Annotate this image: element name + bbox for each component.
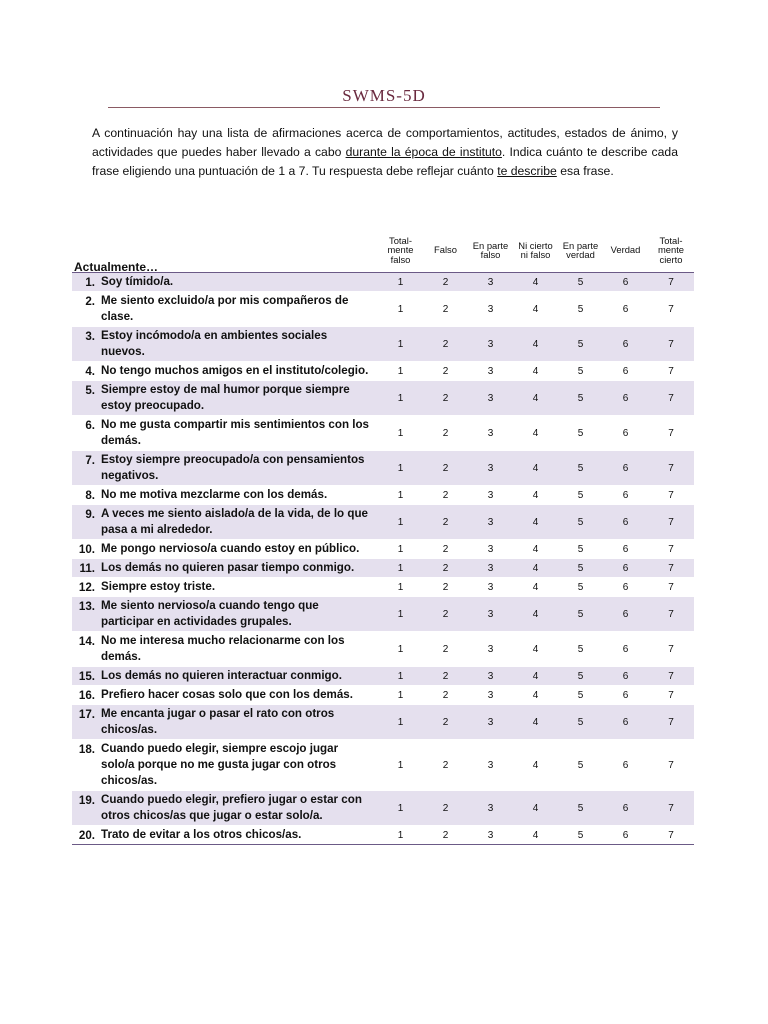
table-row [72,362,694,381]
item-statement: Los demás no quieren pasar tiempo conmigo. [101,561,355,574]
item-number: 20. [78,829,95,842]
rating-option-2[interactable]: 2 [442,608,449,620]
rating-option-5[interactable]: 5 [577,543,584,555]
rating-option-3[interactable]: 3 [487,759,494,771]
column-header-scale-7: Total- mente cierto [657,234,685,265]
rating-option-6[interactable]: 6 [622,303,629,315]
rating-option-3[interactable]: 3 [487,716,494,728]
rating-option-3[interactable]: 3 [487,516,494,528]
rating-option-5[interactable]: 5 [577,365,584,377]
rating-option-7[interactable]: 7 [668,516,674,528]
rating-option-3[interactable]: 3 [487,338,494,350]
rating-option-2[interactable]: 2 [442,716,449,728]
table-row [72,632,694,667]
rating-option-4[interactable]: 4 [532,427,539,439]
rating-option-3[interactable]: 3 [487,829,494,841]
rating-option-7[interactable]: 7 [668,392,674,404]
rating-option-3[interactable]: 3 [487,670,494,682]
instructions-emphasis-1: durante la época de instituto [345,145,502,159]
rating-option-2[interactable]: 2 [442,516,449,528]
rating-option-1[interactable]: 1 [397,802,404,814]
item-statement: No me gusta compartir mis sentimientos con los demás. [101,418,370,447]
rating-option-4[interactable]: 4 [532,276,539,288]
rating-option-4[interactable]: 4 [532,716,539,728]
title-divider [108,107,660,108]
table-row [72,559,694,578]
rating-option-7[interactable]: 7 [668,670,674,682]
column-header-scale-2: Falso [434,244,457,256]
rating-option-6[interactable]: 6 [622,716,629,728]
rating-option-6[interactable]: 6 [622,516,629,528]
table-row [72,667,694,686]
item-number: 17. [78,708,95,721]
rating-option-2[interactable]: 2 [442,276,449,288]
table-row [72,451,694,486]
rating-option-6[interactable]: 6 [622,802,629,814]
rating-option-3[interactable]: 3 [487,543,494,555]
table-row [72,826,694,845]
instructions-paragraph [92,124,678,181]
rating-option-6[interactable]: 6 [622,489,629,501]
table-row [72,578,694,597]
rating-option-6[interactable]: 6 [622,427,629,439]
rating-option-5[interactable]: 5 [577,670,584,682]
item-number: 6. [85,419,95,432]
rating-option-7[interactable]: 7 [668,562,674,574]
rating-option-3[interactable]: 3 [487,608,494,620]
rating-option-1[interactable]: 1 [397,489,404,501]
rating-option-4[interactable]: 4 [532,338,539,350]
item-number: 18. [78,743,95,756]
rating-option-5[interactable]: 5 [577,338,584,350]
rating-option-2[interactable]: 2 [442,562,449,574]
item-statement: Me siento excluido/a por mis compañeros de clase. [101,294,349,323]
rating-option-6[interactable]: 6 [622,759,629,771]
rating-option-7[interactable]: 7 [668,276,674,288]
instructions-emphasis-2: te describe [497,164,557,178]
rating-option-6[interactable]: 6 [622,608,629,620]
rating-option-5[interactable]: 5 [577,643,584,655]
rating-option-3[interactable]: 3 [487,581,494,593]
rating-option-1[interactable]: 1 [397,303,404,315]
rating-option-6[interactable]: 6 [622,392,629,404]
rating-option-3[interactable]: 3 [487,303,494,315]
item-number: 10. [78,543,95,556]
questionnaire-table [72,228,694,845]
rating-option-1[interactable]: 1 [397,462,404,474]
rating-option-7[interactable]: 7 [668,489,674,501]
rating-option-7[interactable]: 7 [668,338,674,350]
rating-option-1[interactable]: 1 [397,338,404,350]
item-statement: Me pongo nervioso/a cuando estoy en público. [101,542,360,555]
table-row [72,327,694,362]
rating-option-6[interactable]: 6 [622,643,629,655]
rating-option-7[interactable]: 7 [668,462,674,474]
rating-option-2[interactable]: 2 [442,670,449,682]
item-statement: Siempre estoy triste. [101,580,216,593]
rating-option-6[interactable]: 6 [622,543,629,555]
rating-option-6[interactable]: 6 [622,581,629,593]
rating-option-5[interactable]: 5 [577,581,584,593]
rating-option-4[interactable]: 4 [532,365,539,377]
rating-option-4[interactable]: 4 [532,829,539,841]
item-statement: No me motiva mezclarme con los demás. [101,488,328,501]
rating-option-1[interactable]: 1 [397,643,404,655]
rating-option-1[interactable]: 1 [397,581,404,593]
rating-option-5[interactable]: 5 [577,462,584,474]
rating-option-3[interactable]: 3 [487,427,494,439]
rating-option-1[interactable]: 1 [397,392,404,404]
rating-option-5[interactable]: 5 [577,489,584,501]
rating-option-2[interactable]: 2 [442,338,449,350]
item-statement: Estoy siempre preocupado/a con pensamientos negativos. [101,453,365,482]
item-statement: Cuando puedo elegir, prefiero jugar o estar con otros chicos/as que jugar o estar solo/a. [101,793,362,822]
rating-option-1[interactable]: 1 [397,689,404,701]
item-number: 12. [78,581,95,594]
item-number: 4. [85,365,95,378]
table-row [72,740,694,791]
rating-option-4[interactable]: 4 [532,462,539,474]
item-statement: Trato de evitar a los otros chicos/as. [101,828,302,841]
rating-option-3[interactable]: 3 [487,462,494,474]
rating-option-4[interactable]: 4 [532,759,539,771]
rating-option-1[interactable]: 1 [397,670,404,682]
instructions-text-3: esa frase. [556,164,614,178]
rating-option-4[interactable]: 4 [532,303,539,315]
item-number: 16. [78,689,95,702]
item-statement: Cuando puedo elegir, siempre escojo jugar solo/a porque no me gusta jugar con otros chicos/as. [101,742,339,787]
rating-option-2[interactable]: 2 [442,392,449,404]
rating-option-1[interactable]: 1 [397,608,404,620]
rating-option-4[interactable]: 4 [532,489,539,501]
rating-option-2[interactable]: 2 [442,489,449,501]
rating-option-3[interactable]: 3 [487,276,494,288]
table-row [72,273,694,292]
rating-option-6[interactable]: 6 [622,462,629,474]
rating-option-2[interactable]: 2 [442,581,449,593]
rating-option-6[interactable]: 6 [622,276,629,288]
rating-option-7[interactable]: 7 [668,689,674,701]
column-header-scale-6: Verdad [610,244,641,256]
table-header-row [72,228,694,273]
rating-option-2[interactable]: 2 [442,427,449,439]
column-header-scale-3: En parte falso [472,239,509,260]
table-row [72,686,694,705]
rating-option-4[interactable]: 4 [532,516,539,528]
item-number: 5. [85,384,95,397]
item-number: 14. [78,635,95,648]
rating-option-7[interactable]: 7 [668,581,674,593]
item-statement: Soy tímido/a. [101,275,174,288]
rating-option-5[interactable]: 5 [577,759,584,771]
rating-option-5[interactable]: 5 [577,276,584,288]
rating-option-3[interactable]: 3 [487,802,494,814]
rating-option-1[interactable]: 1 [397,716,404,728]
instructions-text-2: . Indica cuánto te describe cada frase eligiendo una puntuación de 1 a 7. Tu respuesta debe reflejar cuánto [92,145,678,178]
rating-option-1[interactable]: 1 [397,516,404,528]
table-row [72,292,694,327]
column-header-scale-4: Ni cierto ni falso [518,239,553,260]
table-row [72,416,694,451]
item-number: 9. [85,508,95,521]
rating-option-4[interactable]: 4 [532,802,539,814]
item-statement: Me encanta jugar o pasar el rato con otros chicos/as. [101,707,335,736]
rating-option-1[interactable]: 1 [397,543,404,555]
rating-option-1[interactable]: 1 [397,759,404,771]
rating-option-1[interactable]: 1 [397,427,404,439]
rating-option-4[interactable]: 4 [532,608,539,620]
column-header-scale-5: En parte verdad [562,239,599,260]
item-number: 13. [78,600,95,613]
rating-option-7[interactable]: 7 [668,608,674,620]
rating-option-2[interactable]: 2 [442,543,449,555]
item-statement: No tengo muchos amigos en el instituto/colegio. [101,364,369,377]
rating-option-7[interactable]: 7 [668,303,674,315]
instructions-text-1: A continuación hay una lista de afirmaciones acerca de comportamientos, actitudes, estados de ánimo, y actividades que puedes haber llevado a cabo [92,126,678,159]
rating-option-4[interactable]: 4 [532,581,539,593]
rating-option-5[interactable]: 5 [577,427,584,439]
rating-option-4[interactable]: 4 [532,643,539,655]
rating-option-4[interactable]: 4 [532,543,539,555]
rating-option-3[interactable]: 3 [487,643,494,655]
rating-option-6[interactable]: 6 [622,829,629,841]
item-number: 8. [85,489,95,502]
rating-option-5[interactable]: 5 [577,516,584,528]
item-statement: Prefiero hacer cosas solo que con los demás. [101,688,353,701]
rating-option-2[interactable]: 2 [442,365,449,377]
rating-option-6[interactable]: 6 [622,338,629,350]
item-statement: Me siento nervioso/a cuando tengo que participar en actividades grupales. [101,599,319,628]
rating-option-6[interactable]: 6 [622,689,629,701]
item-number: 3. [85,330,95,343]
item-statement: Siempre estoy de mal humor porque siempre estoy preocupado. [101,383,350,412]
rating-option-2[interactable]: 2 [442,829,449,841]
rating-option-2[interactable]: 2 [442,462,449,474]
table-row [72,505,694,540]
rating-option-5[interactable]: 5 [577,608,584,620]
rating-option-2[interactable]: 2 [442,759,449,771]
rating-option-4[interactable]: 4 [532,670,539,682]
rating-option-7[interactable]: 7 [668,802,674,814]
rating-option-6[interactable]: 6 [622,365,629,377]
table-row [72,597,694,632]
rating-option-5[interactable]: 5 [577,829,584,841]
item-number: 2. [85,295,95,308]
rating-option-1[interactable]: 1 [397,829,404,841]
rating-option-5[interactable]: 5 [577,716,584,728]
rating-option-7[interactable]: 7 [668,643,674,655]
item-number: 7. [85,454,95,467]
item-number: 11. [79,562,95,575]
rating-option-4[interactable]: 4 [532,689,539,701]
rating-option-6[interactable]: 6 [622,562,629,574]
rating-option-2[interactable]: 2 [442,802,449,814]
item-statement: Estoy incómodo/a en ambientes sociales nuevos. [101,329,328,358]
column-header-scale-1: Total- mente falso [387,234,414,265]
rating-option-4[interactable]: 4 [532,562,539,574]
table-row [72,705,694,740]
column-header-statement: Actualmente… [74,259,159,274]
rating-option-7[interactable]: 7 [668,427,674,439]
rating-option-1[interactable]: 1 [397,276,404,288]
rating-option-6[interactable]: 6 [622,670,629,682]
rating-option-7[interactable]: 7 [668,543,674,555]
table-row [72,791,694,826]
item-number: 1. [85,276,95,289]
item-number: 15. [78,670,95,683]
rating-option-3[interactable]: 3 [487,562,494,574]
table-row [72,540,694,559]
rating-option-5[interactable]: 5 [577,802,584,814]
rating-option-7[interactable]: 7 [668,759,674,771]
table-row [72,381,694,416]
rating-option-5[interactable]: 5 [577,689,584,701]
rating-option-3[interactable]: 3 [487,489,494,501]
item-statement: Los demás no quieren interactuar conmigo. [101,669,342,682]
rating-option-7[interactable]: 7 [668,365,674,377]
rating-option-2[interactable]: 2 [442,689,449,701]
rating-option-5[interactable]: 5 [577,392,584,404]
rating-option-7[interactable]: 7 [668,716,674,728]
rating-option-7[interactable]: 7 [668,829,674,841]
rating-option-1[interactable]: 1 [397,365,404,377]
rating-option-4[interactable]: 4 [532,392,539,404]
rating-option-1[interactable]: 1 [397,562,404,574]
rating-option-2[interactable]: 2 [442,303,449,315]
table-row [72,486,694,505]
rating-option-3[interactable]: 3 [487,365,494,377]
rating-option-3[interactable]: 3 [487,689,494,701]
table-body [72,273,694,845]
item-number: 19. [78,794,95,807]
item-statement: No me interesa mucho relacionarme con los demás. [101,634,345,663]
item-statement: A veces me siento aislado/a de la vida, de lo que pasa a mi alrededor. [101,507,368,536]
rating-option-2[interactable]: 2 [442,643,449,655]
rating-option-5[interactable]: 5 [577,303,584,315]
rating-option-3[interactable]: 3 [487,392,494,404]
rating-option-5[interactable]: 5 [577,562,584,574]
page-title: SWMS-5D [342,86,426,105]
